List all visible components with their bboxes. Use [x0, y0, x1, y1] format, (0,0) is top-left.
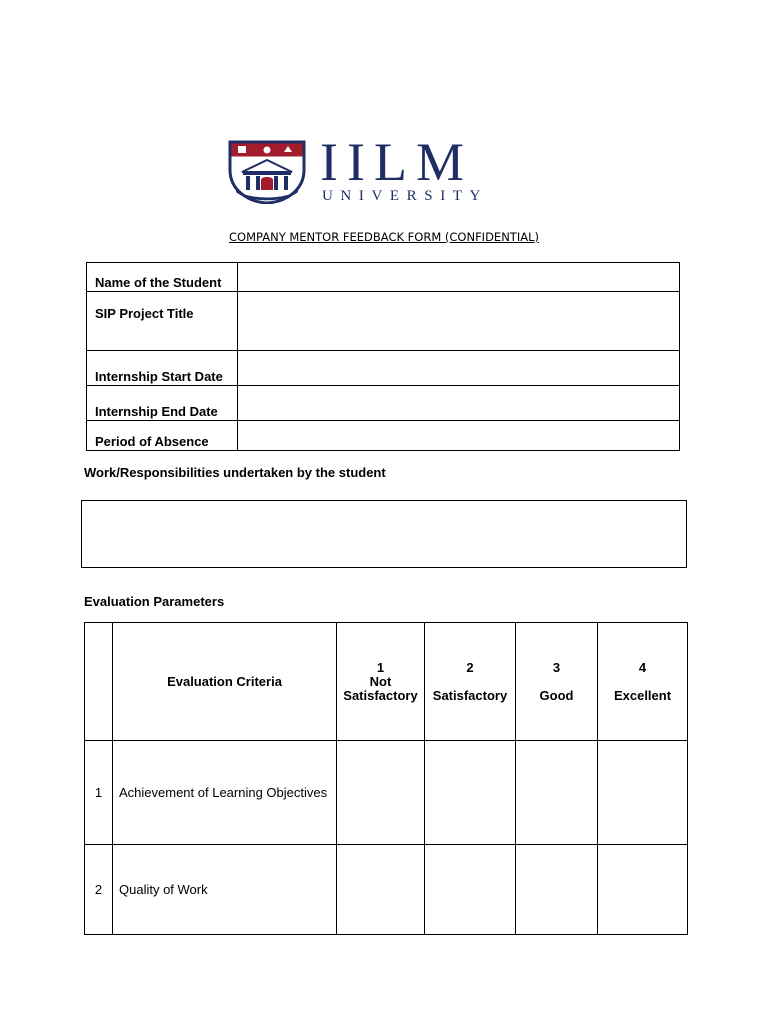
header-criteria: Evaluation Criteria	[113, 623, 337, 741]
rating-cell-2[interactable]	[425, 741, 516, 845]
rating-cell-2[interactable]	[425, 845, 516, 935]
info-label: Internship End Date	[87, 386, 238, 421]
table-row	[85, 741, 688, 845]
rating-label-top: Not	[369, 673, 392, 689]
info-row-student-name	[87, 263, 680, 292]
header-rating-3	[516, 623, 598, 741]
row-number: 1	[85, 741, 113, 845]
criterion-label: Achievement of Learning Objectives	[113, 741, 337, 845]
info-row-end-date	[87, 386, 680, 421]
university-logo	[228, 132, 538, 206]
end-date-field[interactable]	[238, 386, 680, 421]
info-row-absence	[87, 421, 680, 451]
header-number-cell	[85, 623, 113, 741]
rating-cell-3[interactable]	[516, 741, 598, 845]
evaluation-header-row	[85, 623, 688, 741]
info-label: Name of the Student	[87, 263, 238, 292]
university-crest-icon	[228, 140, 306, 204]
rating-label: Good	[539, 687, 574, 703]
rating-label: Excellent	[613, 687, 672, 703]
criterion-label: Quality of Work	[113, 845, 337, 935]
rating-cell-3[interactable]	[516, 845, 598, 935]
student-info-table	[86, 262, 680, 451]
rating-cell-1[interactable]	[337, 845, 425, 935]
work-section-label: Work/Responsibilities undertaken by the student	[84, 465, 386, 480]
info-label: Period of Absence	[87, 421, 238, 451]
rating-number: 2	[466, 659, 474, 675]
info-label: Internship Start Date	[87, 351, 238, 386]
row-number: 2	[85, 845, 113, 935]
rating-label-top	[516, 675, 597, 689]
info-row-start-date	[87, 351, 680, 386]
rating-cell-4[interactable]	[598, 845, 688, 935]
start-date-field[interactable]	[238, 351, 680, 386]
rating-number: 3	[552, 659, 561, 675]
work-responsibilities-field[interactable]	[81, 500, 687, 568]
rating-label: Satisfactory	[343, 687, 418, 703]
rating-label-top	[425, 675, 515, 689]
table-row	[85, 845, 688, 935]
info-row-project-title	[87, 292, 680, 351]
header-rating-2	[425, 623, 516, 741]
project-title-field[interactable]	[238, 292, 680, 351]
evaluation-table	[84, 622, 688, 935]
rating-cell-4[interactable]	[598, 741, 688, 845]
rating-number: 4	[638, 659, 647, 675]
header-rating-4	[598, 623, 688, 741]
absence-field[interactable]	[238, 421, 680, 451]
rating-cell-1[interactable]	[337, 741, 425, 845]
info-label: SIP Project Title	[87, 292, 238, 351]
header-rating-1	[337, 623, 425, 741]
rating-number: 1	[376, 659, 385, 675]
evaluation-section-label: Evaluation Parameters	[84, 594, 225, 609]
rating-label: Satisfactory	[432, 687, 508, 703]
logo-subtitle: UNIVERSITY	[322, 188, 488, 204]
form-title: COMPANY MENTOR FEEDBACK FORM (CONFIDENTIAL)	[229, 230, 539, 244]
logo-wordmark: IILM	[320, 132, 473, 192]
rating-label-top	[598, 675, 687, 689]
student-name-field[interactable]	[238, 263, 680, 292]
